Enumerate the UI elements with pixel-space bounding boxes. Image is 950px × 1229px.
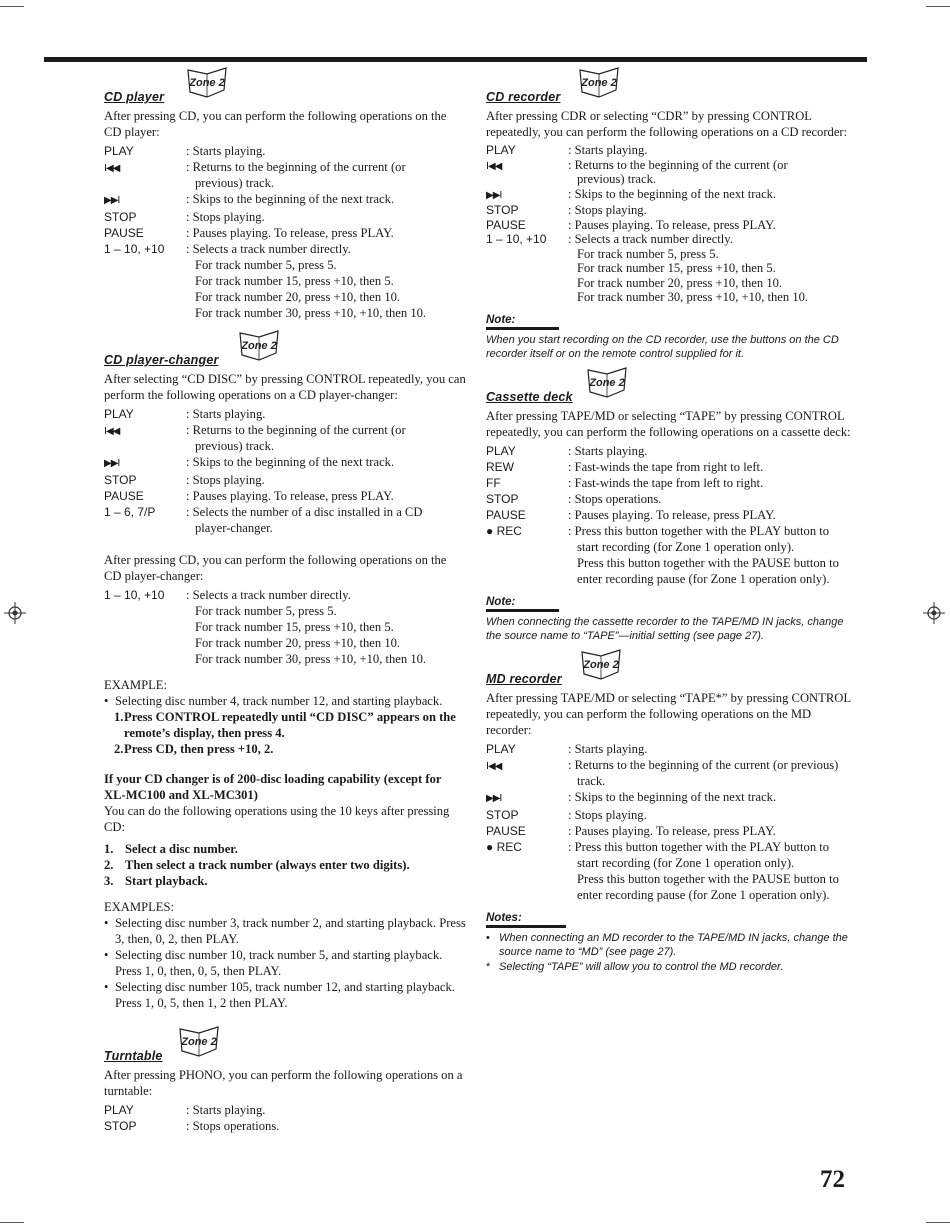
note-marker: • — [486, 931, 490, 944]
left-column — [104, 66, 466, 1134]
note-heading: Note: — [486, 595, 559, 612]
op-key: PLAY — [486, 741, 516, 756]
next-track-icon: ▶▶I — [104, 195, 120, 206]
op-desc: : Pauses playing. To release, press PLAY. — [186, 226, 394, 240]
op-key: PLAY — [104, 144, 134, 158]
op-desc: : Starts playing. — [186, 144, 266, 158]
op-desc: : Stops playing. — [568, 807, 647, 822]
header-rule — [44, 57, 867, 62]
op-key: REW — [486, 459, 514, 474]
zone2-badge-icon — [578, 646, 624, 684]
zone-badge-label: Zone 2 — [583, 658, 619, 671]
op-desc: : Selects a track number directly. — [568, 232, 733, 246]
next-track-icon: ▶▶I — [486, 792, 502, 804]
numbered-steps — [104, 841, 466, 889]
op-desc-cont: Press this button together with the PAUSE button to — [577, 555, 839, 570]
example-item: • Selecting disc number 3, track number 2, and starting playback. Press 3, then, 0, 2, then PLAY. — [104, 916, 466, 946]
op-key: PLAY — [104, 1103, 134, 1117]
op-desc: : Returns to the beginning of the current (or previous) — [568, 757, 839, 772]
op-key: 1 – 10, +10 — [104, 242, 165, 256]
examples-label: EXAMPLES: — [104, 900, 174, 914]
example-item: • Selecting disc number 4, track number 12, and starting playback. — [104, 694, 443, 708]
op-desc-cont: For track number 30, press +10, +10, then 10. — [577, 290, 809, 304]
step-number: 2. — [114, 742, 124, 756]
op-key: 1 – 6, 7/P — [104, 505, 156, 519]
section-title: Cassette deck — [486, 389, 573, 404]
previous-track-icon: I◀◀ — [486, 760, 502, 772]
op-desc-cont: For track number 15, press +10, then 5. — [195, 274, 394, 288]
op-desc: : Skips to the beginning of the next track. — [186, 192, 395, 206]
zone2-badge-icon — [576, 64, 622, 102]
step-text: Press CD, then press +10, 2. — [124, 742, 274, 756]
operation-list — [486, 741, 852, 903]
previous-track-icon: I◀◀ — [486, 160, 502, 172]
op-desc: : Fast-winds the tape from left to right. — [568, 475, 764, 490]
op-desc-cont: enter recording pause (for Zone 1 operation only). — [577, 887, 830, 902]
zone2-badge-icon — [584, 364, 630, 402]
op-desc-cont: previous) track. — [195, 439, 275, 453]
op-desc: : Skips to the beginning of the next track. — [186, 455, 395, 469]
op-key: PLAY — [486, 143, 516, 157]
notes-list — [486, 931, 852, 975]
op-desc: : Skips to the beginning of the next track. — [568, 186, 777, 201]
section-heading — [486, 66, 852, 104]
example-step — [104, 709, 466, 741]
op-desc-cont: For track number 15, press +10, then 5. — [195, 620, 394, 634]
op-key: REC — [496, 523, 522, 538]
numbered-step — [104, 841, 466, 857]
op-desc-cont: previous) track. — [577, 172, 657, 186]
bold-heading: If your CD changer is of 200-disc loading capability (except for XL-MC100 and XL-MC301) — [104, 772, 442, 802]
example-step — [104, 741, 466, 757]
crop-mark — [0, 1222, 24, 1223]
note-heading: Note: — [486, 313, 559, 330]
note-marker: * — [486, 960, 491, 973]
right-column — [486, 66, 852, 974]
note-text: Selecting “TAPE” will allow you to control the MD recorder. — [499, 960, 784, 973]
zone2-badge-icon — [176, 1023, 222, 1061]
op-desc-cont: previous) track. — [195, 176, 275, 190]
op-desc-cont: For track number 5, press 5. — [195, 604, 337, 618]
op-key: 1 – 10, +10 — [104, 588, 165, 602]
op-desc-cont: enter recording pause (for Zone 1 operation only). — [577, 571, 830, 586]
op-key: PAUSE — [486, 507, 526, 522]
operation-list — [486, 143, 852, 305]
zone-badge-label: Zone 2 — [241, 340, 277, 352]
operation-list — [104, 1102, 466, 1134]
op-key: 1 – 10, +10 — [486, 232, 547, 246]
operation-list — [104, 143, 466, 321]
op-desc: : Starts playing. — [186, 407, 266, 421]
page-number: 72 — [820, 1166, 845, 1193]
zone2-badge-icon — [184, 64, 230, 102]
previous-track-icon: I◀◀ — [104, 163, 120, 174]
op-desc: : Stops operations. — [568, 491, 662, 506]
op-key: PAUSE — [486, 217, 526, 232]
op-key: STOP — [486, 807, 519, 822]
step-text: Then select a track number (always enter two digits). — [125, 858, 410, 872]
op-desc-cont: start recording (for Zone 1 operation only). — [577, 855, 795, 870]
op-desc: : Pauses playing. To release, press PLAY. — [186, 489, 394, 503]
op-desc: : Returns to the beginning of the current (or — [186, 423, 406, 437]
example-text: Selecting disc number 4, track number 12, and starting playback. — [115, 694, 443, 708]
op-desc: : Selects the number of a disc installed in a CD — [186, 505, 423, 519]
crop-mark — [0, 6, 24, 7]
operation-list — [486, 443, 852, 587]
op-key: PAUSE — [104, 489, 144, 503]
op-desc: : Selects a track number directly. — [186, 588, 351, 602]
record-dot-icon: ● — [486, 839, 494, 854]
step-number: 1. — [104, 842, 114, 856]
op-key: STOP — [104, 1119, 137, 1133]
intro-text: After pressing PHONO, you can perform the following operations on a turntable: — [104, 1068, 463, 1098]
op-key: STOP — [486, 491, 519, 506]
note-item — [486, 960, 852, 975]
step-text: Select a disc number. — [125, 842, 238, 856]
ten-keys-text: You can do the following operations using the 10 keys after pressing CD: — [104, 804, 450, 834]
crop-mark — [926, 1222, 950, 1223]
op-key: PAUSE — [486, 823, 526, 838]
section-heading — [104, 1025, 466, 1063]
next-track-icon: ▶▶I — [486, 189, 502, 201]
op-desc-cont: For track number 5, press 5. — [195, 258, 337, 272]
intro-text: After pressing TAPE/MD or selecting “TAPE*” by pressing CONTROL repeatedly, you can perform the following operations on the MD recorder: — [486, 690, 851, 737]
step-number: 3. — [104, 874, 114, 888]
step-text: Press CONTROL repeatedly until “CD DISC” appears on the remote’s display, then press 4. — [124, 710, 456, 740]
note-text: When connecting an MD recorder to the TAPE/MD IN jacks, change the source name to “MD” (see page 27). — [499, 931, 848, 958]
section-heading — [104, 329, 466, 367]
example-item: • Selecting disc number 10, track number 5, and starting playback. Press 1, 0, then, 0, 5, then PLAY. — [104, 947, 466, 979]
op-desc-cont: Press this button together with the PAUSE button to — [577, 871, 839, 886]
operation-list — [104, 406, 466, 536]
intro-text: After selecting “CD DISC” by pressing CONTROL repeatedly, you can perform the following operations on a CD player-changer: — [104, 372, 466, 402]
op-desc: : Skips to the beginning of the next track. — [568, 789, 777, 804]
step-number: 1. — [114, 710, 124, 724]
note-heading: Notes: — [486, 911, 566, 928]
intro-text: After pressing CD, you can perform the following operations on the CD player-changer: — [104, 553, 447, 583]
example-item: • Selecting disc number 105, track number 12, and starting playback. Press 1, 0, 5, then 1, 2 then PLAY. — [104, 979, 466, 1011]
op-desc: : Selects a track number directly. — [186, 242, 351, 256]
operation-list — [104, 587, 466, 667]
op-desc-cont: For track number 5, press 5. — [577, 246, 719, 261]
op-desc: : Returns to the beginning of the current (or — [186, 160, 406, 174]
section-title: CD player — [104, 90, 165, 104]
section-heading — [486, 648, 852, 686]
intro-text: After pressing CD, you can perform the following operations on the CD player: — [104, 109, 447, 139]
registration-mark-icon — [4, 602, 26, 624]
op-desc-cont: For track number 20, press +10, then 10. — [195, 290, 401, 304]
op-desc: : Returns to the beginning of the current (or — [568, 157, 788, 172]
op-desc-cont: For track number 15, press +10, then 5. — [577, 261, 776, 275]
op-key: STOP — [104, 210, 137, 224]
previous-track-icon: I◀◀ — [104, 426, 120, 437]
op-desc: : Stops playing. — [568, 203, 647, 217]
zone-badge-label: Zone 2 — [181, 1036, 217, 1048]
example-text: Selecting disc number 3, track number 2, and starting playback. Press 3, then, 0, 2, then PLAY. — [115, 916, 466, 946]
zone-badge-label: Zone 2 — [581, 77, 617, 89]
op-desc: : Starts playing. — [568, 443, 648, 458]
numbered-step — [104, 857, 466, 873]
zone-badge-label: Zone 2 — [189, 77, 225, 89]
op-key: FF — [486, 475, 501, 490]
op-key: PLAY — [104, 407, 134, 421]
section-title: MD recorder — [486, 671, 562, 686]
op-desc-cont: player-changer. — [195, 521, 273, 535]
numbered-step — [104, 873, 466, 889]
op-desc: : Pauses playing. To release, press PLAY. — [568, 823, 776, 838]
section-title: CD recorder — [486, 90, 561, 104]
op-desc: : Pauses playing. To release, press PLAY. — [568, 507, 776, 522]
op-desc-cont: For track number 20, press +10, then 10. — [195, 636, 401, 650]
op-desc-cont: For track number 30, press +10, +10, then 10. — [195, 306, 427, 320]
op-desc: : Press this button together with the PLAY button to — [568, 523, 830, 538]
op-desc: : Stops playing. — [186, 210, 265, 224]
note-text: When you start recording on the CD recorder, use the buttons on the CD recorder itself or on the remote control supplied for it. — [486, 333, 839, 360]
section-heading — [486, 366, 852, 404]
op-desc: : Press this button together with the PLAY button to — [568, 839, 830, 854]
op-key: STOP — [486, 203, 519, 217]
registration-mark-icon — [923, 602, 945, 624]
op-desc: : Pauses playing. To release, press PLAY. — [568, 217, 776, 232]
section-heading — [104, 66, 466, 104]
intro-text: After pressing CDR or selecting “CDR” by pressing CONTROL repeatedly, you can perform the following operations on a CD recorder: — [486, 109, 848, 139]
op-desc: : Starts playing. — [186, 1103, 266, 1117]
example-text: Selecting disc number 105, track number 12, and starting playback. Press 1, 0, 5, then 1, 2 then PLAY. — [115, 980, 455, 1010]
section-title: CD player-changer — [104, 353, 219, 367]
op-desc: : Stops operations. — [186, 1119, 280, 1133]
record-dot-icon: ● — [486, 523, 494, 538]
note-item — [486, 931, 852, 960]
op-desc-cont: track. — [577, 773, 606, 788]
op-desc-cont: For track number 20, press +10, then 10. — [577, 275, 783, 290]
crop-mark — [926, 6, 950, 7]
example-label: EXAMPLE: — [104, 678, 167, 692]
step-number: 2. — [104, 858, 114, 872]
op-key: PLAY — [486, 443, 516, 458]
op-desc: : Stops playing. — [186, 473, 265, 487]
zone-badge-label: Zone 2 — [589, 376, 625, 389]
op-key: PAUSE — [104, 226, 144, 240]
intro-text: After pressing TAPE/MD or selecting “TAPE” by pressing CONTROL repeatedly, you can perform the following operations on a cassette deck: — [486, 408, 851, 439]
op-desc-cont: For track number 30, press +10, +10, then 10. — [195, 652, 427, 666]
op-desc-cont: start recording (for Zone 1 operation only). — [577, 539, 795, 554]
step-text: Start playback. — [125, 874, 208, 888]
op-desc: : Starts playing. — [568, 741, 648, 756]
op-desc: : Starts playing. — [568, 143, 648, 157]
op-desc: : Fast-winds the tape from right to left. — [568, 459, 764, 474]
op-key: STOP — [104, 473, 137, 487]
zone2-badge-icon — [236, 327, 282, 365]
section-title: Turntable — [104, 1049, 163, 1063]
example-text: Selecting disc number 10, track number 5, and starting playback. Press 1, 0, then, 0, 5, then PLAY. — [115, 948, 443, 978]
note-text: When connecting the cassette recorder to the TAPE/MD IN jacks, change the source name to “TAPE”—initial setting (see page 27). — [486, 615, 844, 642]
next-track-icon: ▶▶I — [104, 458, 120, 469]
op-key: REC — [496, 839, 522, 854]
